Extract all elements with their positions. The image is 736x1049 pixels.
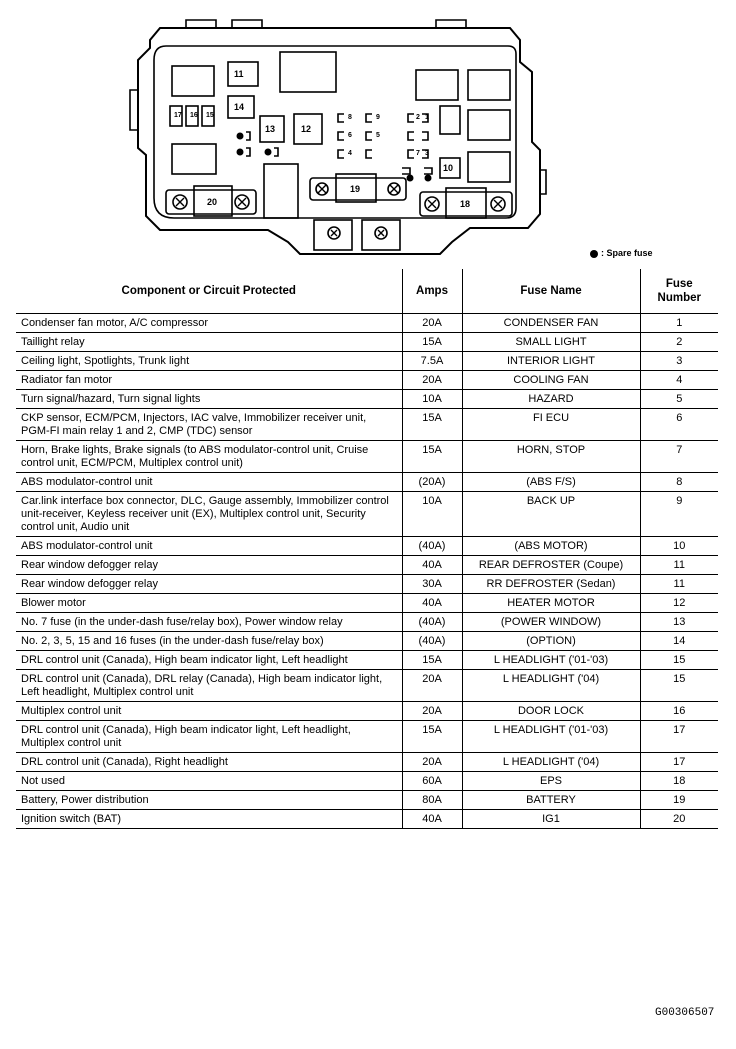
fuse-name-cell: (OPTION) — [462, 632, 640, 651]
fuse-name-cell: L HEADLIGHT ('01-'03) — [462, 651, 640, 670]
header-component: Component or Circuit Protected — [121, 285, 296, 297]
fuse-number-cell: 10 — [640, 537, 718, 556]
figure-code: G00306507 — [655, 1007, 715, 1019]
fuse-component-cell: Car.link interface box connector, DLC, Gauge assembly, Immobilizer control unit-receiver, Keyless receiver unit (EX), Multiplex control unit, Security control unit, Audio unit — [16, 492, 402, 537]
fuse-label-17: 17 — [174, 112, 182, 119]
fuse-component-cell: Rear window defogger relay — [16, 556, 402, 575]
fuse-amps-cell: 80A — [402, 791, 462, 810]
fuse-component-cell: Ignition switch (BAT) — [16, 810, 402, 829]
fuse-name-cell: L HEADLIGHT ('01-'03) — [462, 721, 640, 753]
fuse-amps-cell: 15A — [402, 721, 462, 753]
fuse-name-cell: BATTERY — [462, 791, 640, 810]
fuse-amps-cell: 10A — [402, 390, 462, 409]
fuse-amps-cell: (40A) — [402, 632, 462, 651]
fuse-component-cell: DRL control unit (Canada), Right headlight — [16, 753, 402, 772]
fuse-amps-cell: 40A — [402, 810, 462, 829]
fuse-amps-cell: 15A — [402, 409, 462, 441]
fuse-number-cell: 12 — [640, 594, 718, 613]
fuse-number-cell: 15 — [640, 670, 718, 702]
fuse-name-cell: BACK UP — [462, 492, 640, 537]
table-row — [16, 409, 718, 441]
fuse-amps-cell: 20A — [402, 371, 462, 390]
fuse-component-cell: ABS modulator-control unit — [16, 537, 402, 556]
fuse-number-cell: 5 — [640, 390, 718, 409]
fuse-component-cell: Turn signal/hazard, Turn signal lights — [16, 390, 402, 409]
fuse-number-cell: 11 — [640, 575, 718, 594]
fuse-name-cell: (ABS MOTOR) — [462, 537, 640, 556]
fuse-amps-cell: 15A — [402, 441, 462, 473]
fuse-amps-cell: 20A — [402, 753, 462, 772]
fuse-number-cell: 6 — [640, 409, 718, 441]
fuse-amps-cell: 40A — [402, 594, 462, 613]
header-fuse-name: Fuse Name — [462, 269, 640, 314]
fuse-component-cell: Multiplex control unit — [16, 702, 402, 721]
fuse-name-cell: RR DEFROSTER (Sedan) — [462, 575, 640, 594]
table-row — [16, 702, 718, 721]
fuse-amps-cell: 20A — [402, 314, 462, 333]
fuse-component-cell: Blower motor — [16, 594, 402, 613]
fuse-label-12: 12 — [301, 124, 312, 134]
fuse-amps-cell: (40A) — [402, 613, 462, 632]
fuse-number-cell: 15 — [640, 651, 718, 670]
fuse-component-cell: Rear window defogger relay — [16, 575, 402, 594]
fuse-component-cell: No. 2, 3, 5, 15 and 16 fuses (in the under-dash fuse/relay box) — [16, 632, 402, 651]
fuse-name-cell: SMALL LIGHT — [462, 333, 640, 352]
table-row — [16, 721, 718, 753]
fuse-label-20: 20 — [207, 197, 218, 207]
spare-fuse-legend: : Spare fuse — [590, 248, 653, 258]
fuse-number-cell: 19 — [640, 791, 718, 810]
table-row — [16, 352, 718, 371]
fuse-amps-cell: (20A) — [402, 473, 462, 492]
fuse-label-15: 15 — [206, 112, 214, 119]
fuse-label-7: 7 — [416, 150, 420, 157]
fuse-label-9: 9 — [376, 114, 380, 121]
fuse-amps-cell: 30A — [402, 575, 462, 594]
fuse-amps-cell: 10A — [402, 492, 462, 537]
fuse-label-16: 16 — [190, 112, 198, 119]
fuse-component-cell: Radiator fan motor — [16, 371, 402, 390]
fuse-amps-cell: 60A — [402, 772, 462, 791]
fuse-component-cell: CKP sensor, ECM/PCM, Injectors, IAC valve, Immobilizer receiver unit, PGM-FI main relay 1 and 2, CMP (TDC) sensor — [16, 409, 402, 441]
fuse-box-outline — [0, 0, 736, 262]
fuse-name-cell: L HEADLIGHT ('04) — [462, 753, 640, 772]
fuse-label-18: 18 — [460, 199, 471, 209]
fuse-number-cell: 18 — [640, 772, 718, 791]
fuse-name-cell: CONDENSER FAN — [462, 314, 640, 333]
fuse-component-cell: DRL control unit (Canada), DRL relay (Canada), High beam indicator light, Left headlight, Multiplex control unit — [16, 670, 402, 702]
fuse-label-5: 5 — [376, 132, 380, 139]
table-row — [16, 492, 718, 537]
fuse-amps-cell: (40A) — [402, 537, 462, 556]
table-row — [16, 314, 718, 333]
fuse-name-cell: DOOR LOCK — [462, 702, 640, 721]
fuse-name-cell: (ABS F/S) — [462, 473, 640, 492]
table-row — [16, 670, 718, 702]
table-row — [16, 473, 718, 492]
fuse-label-3: 3 — [425, 150, 429, 157]
table-row — [16, 810, 718, 829]
table-row — [16, 537, 718, 556]
fuse-amps-cell: 40A — [402, 556, 462, 575]
fuse-number-cell: 7 — [640, 441, 718, 473]
fuse-label-8: 8 — [348, 114, 352, 121]
table-row — [16, 651, 718, 670]
fuse-name-cell: INTERIOR LIGHT — [462, 352, 640, 371]
fuse-number-cell: 8 — [640, 473, 718, 492]
fuse-label-14: 14 — [234, 102, 245, 112]
header-fuse-number: Fuse Number — [640, 269, 718, 314]
fuse-component-cell: Condenser fan motor, A/C compressor — [16, 314, 402, 333]
fuse-component-cell: Taillight relay — [16, 333, 402, 352]
fuse-label-6: 6 — [348, 132, 352, 139]
fuse-component-cell: DRL control unit (Canada), High beam indicator light, Left headlight — [16, 651, 402, 670]
fuse-rows — [16, 314, 718, 829]
fuse-box-diagram — [0, 0, 736, 262]
table-row — [16, 753, 718, 772]
fuse-label-10: 10 — [443, 163, 454, 173]
fuse-component-cell: Ceiling light, Spotlights, Trunk light — [16, 352, 402, 371]
table-row — [16, 613, 718, 632]
fuse-amps-cell: 20A — [402, 670, 462, 702]
fuse-amps-cell: 20A — [402, 702, 462, 721]
table-row — [16, 556, 718, 575]
fuse-component-cell: Battery, Power distribution — [16, 791, 402, 810]
fuse-number-cell: 4 — [640, 371, 718, 390]
table-row — [16, 791, 718, 810]
fuse-label-1: 1 — [425, 114, 429, 121]
fuse-number-cell: 14 — [640, 632, 718, 651]
fuse-label-4: 4 — [348, 150, 352, 157]
fuse-label-19: 19 — [350, 184, 361, 194]
fuse-component-cell: No. 7 fuse (in the under-dash fuse/relay box), Power window relay — [16, 613, 402, 632]
table-row — [16, 390, 718, 409]
fuse-name-cell: COOLING FAN — [462, 371, 640, 390]
fuse-label-13: 13 — [265, 124, 276, 134]
fuse-number-cell: 9 — [640, 492, 718, 537]
fuse-label-2: 2 — [416, 114, 420, 121]
fuse-name-cell: REAR DEFROSTER (Coupe) — [462, 556, 640, 575]
table-row — [16, 594, 718, 613]
fuse-component-cell: Not used — [16, 772, 402, 791]
fuse-name-cell: IG1 — [462, 810, 640, 829]
fuse-number-cell: 3 — [640, 352, 718, 371]
fuse-component-cell: Horn, Brake lights, Brake signals (to ABS modulator-control unit, Cruise control unit, ECM/PCM, Multiplex control unit) — [16, 441, 402, 473]
fuse-name-cell: FI ECU — [462, 409, 640, 441]
fuse-name-cell: HORN, STOP — [462, 441, 640, 473]
fuse-number-cell: 13 — [640, 613, 718, 632]
fuse-name-cell: HEATER MOTOR — [462, 594, 640, 613]
fuse-name-cell: L HEADLIGHT ('04) — [462, 670, 640, 702]
fuse-name-cell: EPS — [462, 772, 640, 791]
table-row — [16, 772, 718, 791]
spare-fuse-label: Spare fuse — [606, 248, 653, 258]
table-row — [16, 632, 718, 651]
fuse-component-cell: DRL control unit (Canada), High beam indicator light, Left headlight, Multiplex control unit — [16, 721, 402, 753]
fuse-name-cell: HAZARD — [462, 390, 640, 409]
fuse-amps-cell: 15A — [402, 651, 462, 670]
table-header-row — [16, 269, 718, 314]
fuse-number-cell: 1 — [640, 314, 718, 333]
fuse-number-cell: 17 — [640, 721, 718, 753]
fuse-table — [16, 269, 718, 829]
table-row — [16, 333, 718, 352]
fuse-number-cell: 16 — [640, 702, 718, 721]
table-row — [16, 575, 718, 594]
fuse-number-cell: 17 — [640, 753, 718, 772]
fuse-number-cell: 11 — [640, 556, 718, 575]
fuse-number-cell: 2 — [640, 333, 718, 352]
fuse-amps-cell: 7.5A — [402, 352, 462, 371]
table-row — [16, 441, 718, 473]
fuse-number-cell: 20 — [640, 810, 718, 829]
fuse-component-cell: ABS modulator-control unit — [16, 473, 402, 492]
header-amps: Amps — [402, 269, 462, 314]
table-row — [16, 371, 718, 390]
fuse-amps-cell: 15A — [402, 333, 462, 352]
fuse-name-cell: (POWER WINDOW) — [462, 613, 640, 632]
fuse-label-11: 11 — [234, 69, 244, 79]
spare-fuse-dot-icon — [590, 250, 598, 258]
